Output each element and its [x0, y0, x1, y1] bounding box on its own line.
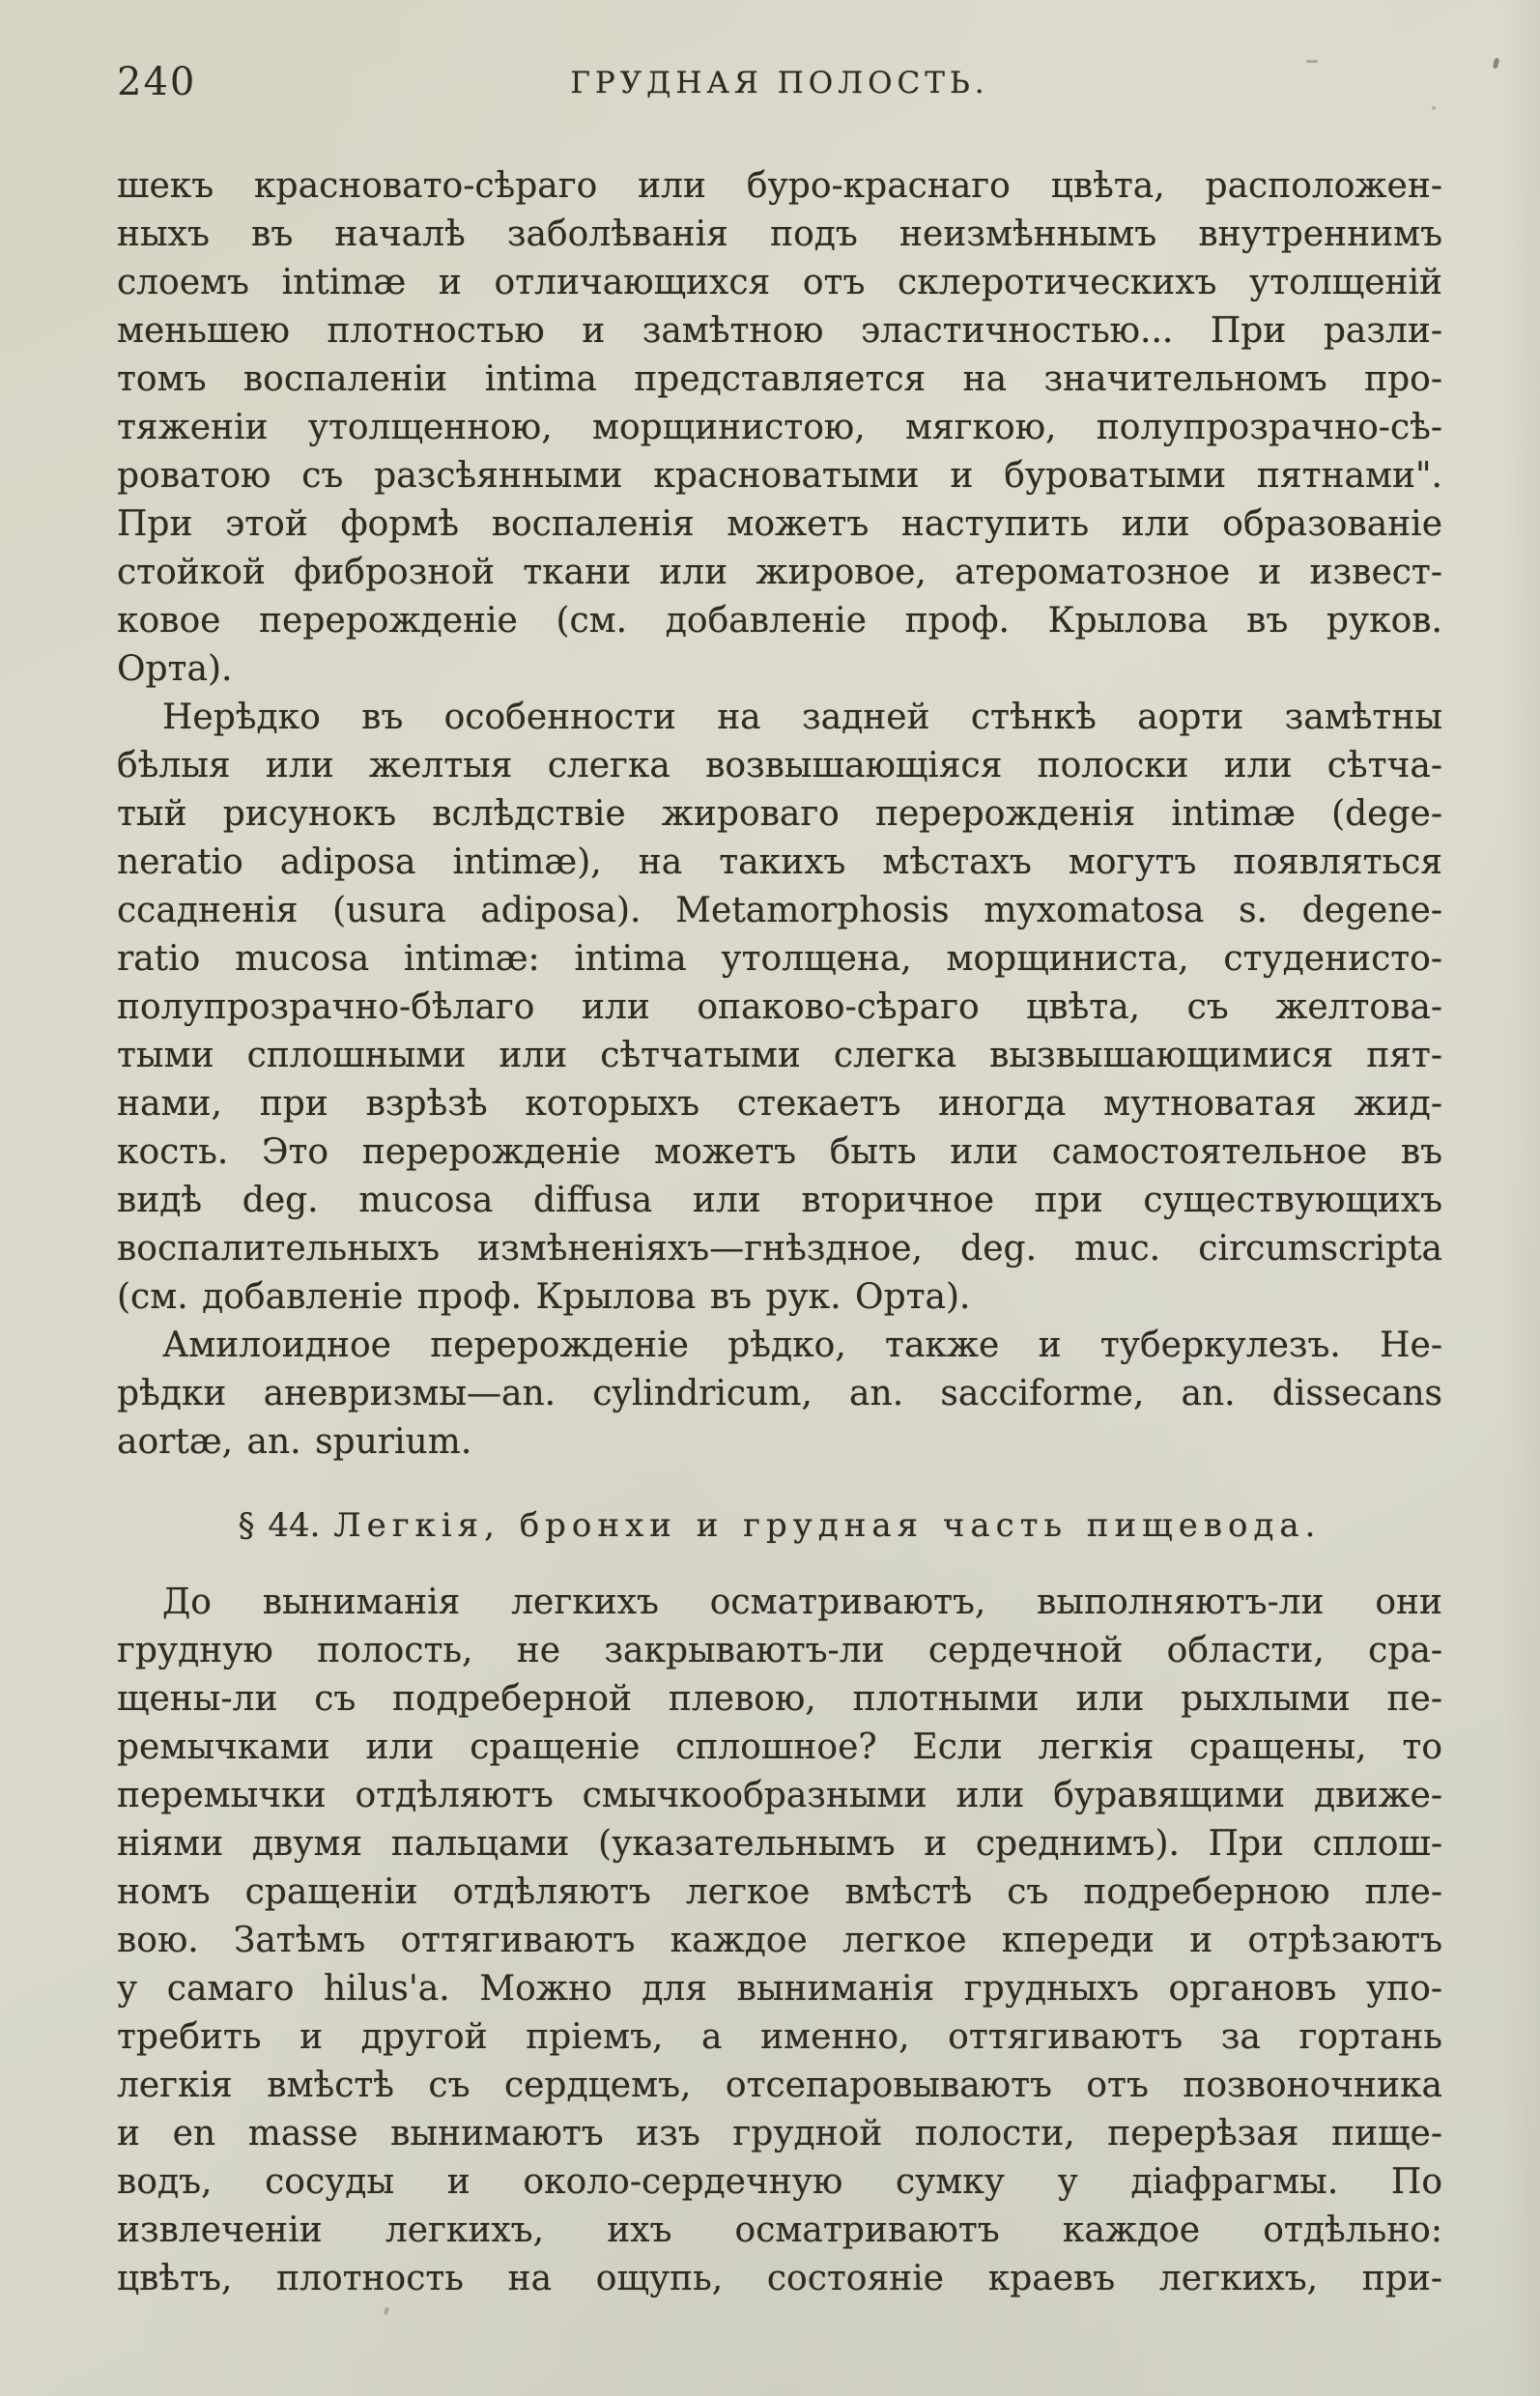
- text-line: neratio adiposa intimæ), на такихъ мѣстахъ могутъ появляться: [117, 842, 1442, 882]
- text-line: томъ воспаленіи intima представляется на значительномъ про-: [117, 359, 1442, 399]
- text-line: у самаго hilus'a. Можно для выниманія грудныхъ органовъ упо-: [117, 1969, 1442, 2009]
- text-line: Орта).: [117, 649, 233, 689]
- text-line: вою. Затѣмъ оттягиваютъ каждое легкое кпереди и отрѣзаютъ: [117, 1921, 1442, 1960]
- scan-speck: [1306, 60, 1318, 63]
- text-line: Нерѣдко въ особенности на задней стѣнкѣ аорти замѣтны: [162, 698, 1442, 737]
- text-line: перемычки отдѣляютъ смычкообразными или буравящими движе-: [117, 1776, 1442, 1815]
- text-line: меньшею плотностью и замѣтною эластичностью... При разли-: [117, 311, 1442, 351]
- scan-speck: [1432, 106, 1436, 110]
- text-line: требить и другой пріемъ, а именно, оттягиваютъ за гортань: [117, 2017, 1442, 2057]
- text-line: воспалительныхъ измѣненіяхъ—гнѣздное, deg. muc. circumscripta: [117, 1229, 1442, 1269]
- text-line: aortæ, an. spurium.: [117, 1422, 472, 1462]
- body-text: [117, 162, 1442, 2303]
- text-line: легкія вмѣстѣ съ сердцемъ, отсепаровываютъ отъ позвоночника: [117, 2066, 1442, 2105]
- section-number: § 44.: [238, 1506, 321, 1545]
- text-line: нами, при взрѣзѣ которыхъ стекаетъ иногда мутноватая жид-: [117, 1084, 1442, 1124]
- scan-speck: [384, 2307, 389, 2316]
- text-line: тыми сплошными или сѣтчатыми слегка вызвышающимися пят-: [117, 1036, 1442, 1075]
- text-line: слоемъ intimæ и отличающихся отъ склеротическихъ утолщеній: [117, 263, 1442, 302]
- text-line: Амилоидное перерожденіе рѣдко, также и туберкулезъ. Не-: [162, 1326, 1442, 1365]
- text-line: ныхъ въ началѣ заболѣванія подъ неизмѣннымъ внутреннимъ: [117, 214, 1442, 254]
- text-line: ratio mucosa intimæ: intima утолщена, морщиниста, студенисто-: [117, 939, 1442, 979]
- text-line: полупрозрачно-бѣлаго или опаково-сѣраго цвѣта, съ желтова-: [117, 987, 1442, 1027]
- text-line: тяженіи утолщенною, морщинистою, мягкою, полупрозрачно-сѣ-: [117, 408, 1442, 447]
- text-line: ковое перерожденіе (см. добавленіе проф. Крылова въ руков.: [117, 601, 1442, 641]
- section-heading: [117, 1501, 1442, 1550]
- text-line: бѣлыя или желтыя слегка возвышающіяся полоски или сѣтча-: [117, 746, 1442, 785]
- text-line: водъ, сосуды и около-сердечную сумку у діафрагмы. По: [117, 2162, 1442, 2202]
- text-line: До выниманія легкихъ осматриваютъ, выполняютъ-ли они: [162, 1583, 1442, 1622]
- running-title: ГРУДНАЯ ПОЛОСТЬ.: [570, 66, 989, 100]
- text-line: роватою съ разсѣянными красноватыми и буроватыми пятнами".: [117, 456, 1442, 496]
- text-line: и en masse вынимаютъ изъ грудной полости, перерѣзая пище-: [117, 2114, 1442, 2154]
- page-number: 240: [117, 60, 197, 104]
- text-line: номъ сращеніи отдѣляютъ легкое вмѣстѣ съ подреберною пле-: [117, 1872, 1442, 1912]
- text-line: (см. добавленіе проф. Крылова въ рук. Орта).: [117, 1277, 971, 1317]
- text-line: щены-ли съ подреберной плевою, плотными или рыхлыми пе-: [117, 1679, 1442, 1719]
- text-line: ніями двумя пальцами (указательнымъ и среднимъ). При сплош-: [117, 1824, 1442, 1864]
- text-line: ремычками или сращеніе сплошное? Если легкія сращены, то: [117, 1727, 1442, 1767]
- text-line: ссадненія (usura adiposa). Metamorphosis myxomatosa s. degene-: [117, 891, 1442, 930]
- scan-speck: [1493, 58, 1500, 70]
- text-line: При этой формѣ воспаленія можетъ наступить или образованіе: [117, 504, 1442, 544]
- section-title: Легкія, бронхи и грудная часть пищевода.: [333, 1506, 1322, 1545]
- text-line: тый рисунокъ вслѣдствіе жироваго перерожденія intimæ (dege-: [117, 794, 1442, 834]
- text-line: цвѣтъ, плотность на ощупь, состояніе краевъ легкихъ, при-: [117, 2259, 1442, 2298]
- text-line: шекъ красновато-сѣраго или буро-краснаго цвѣта, расположен-: [117, 166, 1442, 206]
- text-line: грудную полость, не закрываютъ-ли сердечной области, сра-: [117, 1631, 1442, 1670]
- text-line: стойкой фиброзной ткани или жировое, атероматозное и извест-: [117, 553, 1442, 592]
- text-line: рѣдки аневризмы—an. cylindricum, an. sacciforme, an. dissecans: [117, 1374, 1442, 1413]
- running-head: [117, 54, 1442, 104]
- text-line: извлеченіи легкихъ, ихъ осматриваютъ каждое отдѣльно:: [117, 2211, 1442, 2250]
- text-line: кость. Это перерожденіе можетъ быть или самостоятельное въ: [117, 1132, 1442, 1172]
- text-line: видѣ deg. mucosa diffusa или вторичное при существующихъ: [117, 1181, 1442, 1220]
